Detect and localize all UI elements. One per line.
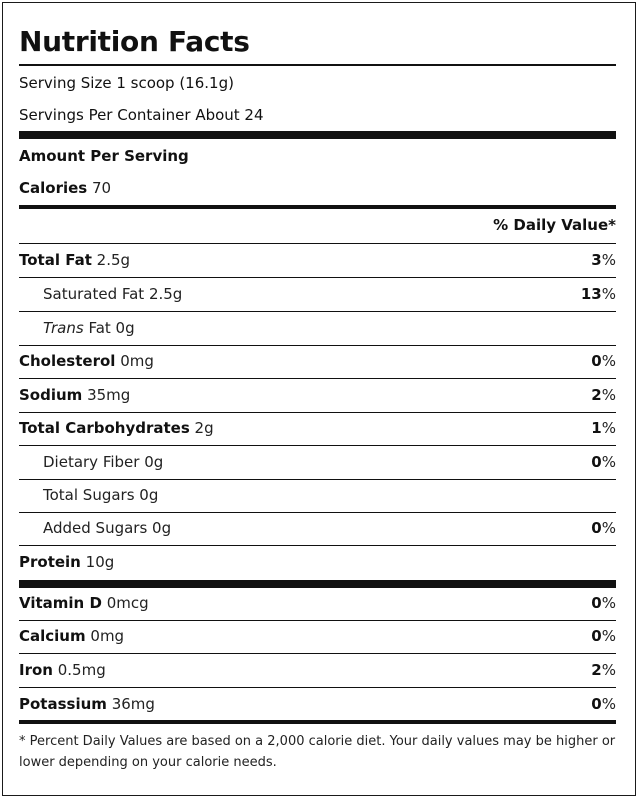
footnote: * Percent Daily Values are based on a 2,000 calorie diet. Your daily values may be higher or lower depending on your calorie needs. (19, 734, 616, 770)
title-rule (19, 64, 616, 66)
nutrient-row-sodium: Sodium 35mg 2% (19, 386, 616, 404)
calories-label: Calories (19, 179, 88, 197)
thick-rule-top (19, 131, 616, 139)
calories-row (19, 172, 616, 205)
nutrient-row-total-fat: Total Fat 2.5g 3% (19, 251, 616, 269)
vitamin-row-calcium: Calcium 0mg 0% (19, 627, 616, 645)
servings-per-container: Servings Per Container About 24 (19, 106, 264, 124)
nutrient-row-total-sugars: Total Sugars 0g (43, 486, 159, 504)
nutrient-row-protein: Protein 10g (19, 553, 115, 571)
label-title: Nutrition Facts (19, 25, 250, 58)
daily-value-header: % Daily Value* (493, 216, 616, 234)
nutrient-row-trans-fat: Trans Fat 0g (43, 319, 135, 337)
vitamin-row-vitamin-d: Vitamin D 0mcg 0% (19, 594, 616, 612)
serving-size: Serving Size 1 scoop (16.1g) (19, 74, 234, 92)
nutrient-row-cholesterol: Cholesterol 0mg 0% (19, 352, 616, 370)
vitamin-row-potassium: Potassium 36mg 0% (19, 695, 616, 713)
nutrient-row-total-carbohydrates: Total Carbohydrates 2g 1% (19, 419, 616, 437)
amount-per-serving: Amount Per Serving (19, 147, 189, 165)
nutrient-row-dietary-fiber: Dietary Fiber 0g 0% (43, 453, 616, 471)
nutrient-row-added-sugars: Added Sugars 0g 0% (43, 519, 616, 537)
vitamin-row-iron: Iron 0.5mg 2% (19, 661, 616, 679)
bottom-rule (19, 720, 616, 724)
calories-value: 70 (92, 179, 112, 197)
nutrient-row-saturated-fat: Saturated Fat 2.5g 13% (43, 285, 616, 303)
